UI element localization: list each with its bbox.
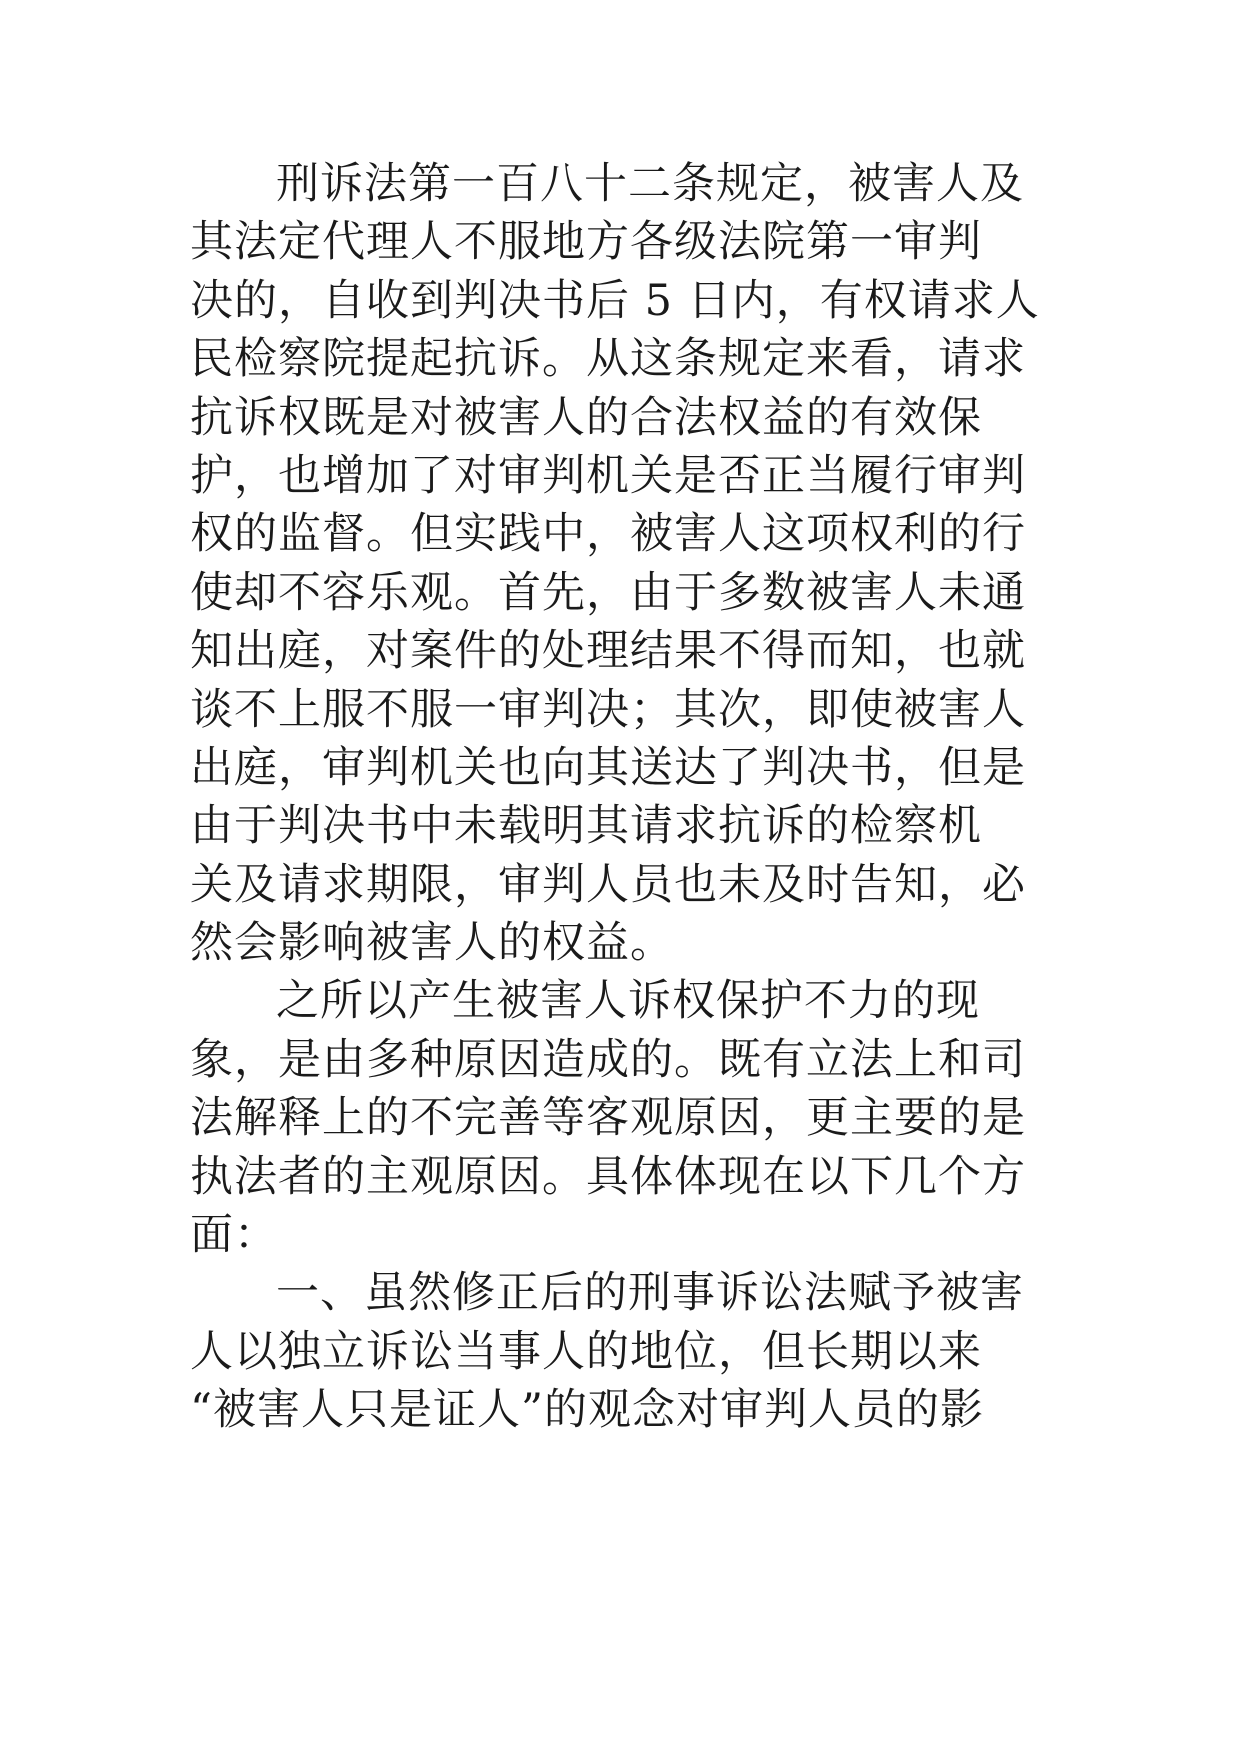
document-body [190, 155, 1060, 1440]
text-line: 谈不上服不服一审判决；其次，即使被害人 [190, 684, 1026, 735]
text-line: 人以独立诉讼当事人的地位，但长期以来 [190, 1326, 982, 1377]
text-line: 护，也增加了对审判机关是否正当履行审判 [190, 450, 1026, 501]
text-line: 法解释上的不完善等客观原因，更主要的是 [190, 1093, 1026, 1144]
text-line: 由于判决书中未载明其请求抗诉的检察机 [190, 801, 982, 852]
text-line: 象，是由多种原因造成的。既有立法上和司 [190, 1034, 1026, 1085]
text-line: 面： [190, 1210, 278, 1261]
text-line: 决的，自收到判决书后 5 日内，有权请求人 [190, 275, 1040, 326]
text-line: 关及请求期限，审判人员也未及时告知，必 [190, 859, 1026, 910]
text-line: 刑诉法第一百八十二条规定，被害人及 [276, 159, 1024, 209]
text-line: 一、虽然修正后的刑事诉讼法赋予被害 [276, 1268, 1024, 1319]
text-line: 执法者的主观原因。具体体现在以下几个方 [190, 1151, 1026, 1202]
paragraph-1 [190, 155, 1060, 972]
paragraph-3 [190, 1264, 1060, 1439]
text-line: 民检察院提起抗诉。从这条规定来看，请求 [190, 334, 1026, 385]
text-line: 使却不容乐观。首先，由于多数被害人未通 [190, 567, 1026, 618]
text-line: 之所以产生被害人诉权保护不力的现 [276, 976, 980, 1027]
text-line: 抗诉权既是对被害人的合法权益的有效保 [190, 392, 982, 443]
text-line: 权的监督。但实践中，被害人这项权利的行 [190, 509, 1026, 560]
text-line: 出庭，审判机关也向其送达了判决书，但是 [190, 742, 1026, 793]
paragraph-2 [190, 972, 1060, 1264]
text-line: 然会影响被害人的权益。 [190, 918, 674, 969]
text-line: 其法定代理人不服地方各级法院第一审判 [190, 217, 982, 268]
text-line: 知出庭，对案件的处理结果不得而知，也就 [190, 626, 1026, 677]
text-line: “被害人只是证人”的观念对审判人员的影 [190, 1385, 984, 1436]
